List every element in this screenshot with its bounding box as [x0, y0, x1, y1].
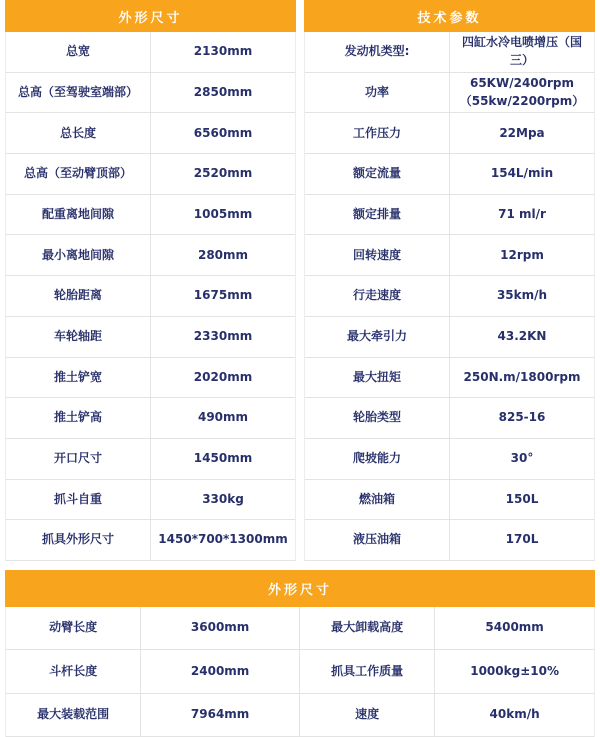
spec-value: 6560mm [193, 125, 253, 140]
spec-label: 回转速度 [305, 235, 450, 275]
spec-label: 总高（至驾驶室端部） [6, 73, 151, 113]
spec-label: 燃油箱 [305, 480, 450, 520]
spec-value: 1000kg±10% [470, 663, 559, 678]
technical-table-title: 技术参数 [417, 10, 482, 26]
spec-label: 行走速度 [305, 276, 450, 316]
spec-label: 最大装载范围 [6, 694, 141, 736]
dimensions-table-header [5, 0, 296, 32]
table-row [6, 235, 295, 276]
dimensions-table-body [5, 32, 296, 561]
table-row [305, 235, 594, 276]
spec-value: 1450mm [193, 451, 253, 466]
bottom-table-title: 外形尺寸 [267, 583, 332, 598]
table-row [6, 439, 295, 480]
spec-label: 抓斗自重 [6, 480, 151, 520]
spec-value: 154L/min [490, 166, 554, 181]
spec-value: 280mm [197, 247, 249, 262]
spec-value: 7964mm [141, 694, 300, 736]
spec-value: 2520mm [193, 166, 253, 181]
dimensions-table-title: 外形尺寸 [118, 10, 183, 26]
spec-value: 1005mm [193, 206, 253, 221]
spec-value: 5400mm [485, 620, 544, 635]
table-row [305, 195, 594, 236]
spec-label: 爬坡能力 [305, 439, 450, 479]
spec-label: 开口尺寸 [6, 439, 151, 479]
bottom-table-header [5, 570, 595, 607]
table-row [305, 276, 594, 317]
spec-value: 43.2KN [497, 328, 547, 343]
spec-label: 轮胎类型 [305, 398, 450, 438]
spec-label: 推土铲高 [6, 398, 151, 438]
spec-label: 总高（至动臂顶部） [6, 154, 151, 194]
spec-value: 30° [510, 451, 534, 466]
spec-label: 推土铲宽 [6, 358, 151, 398]
spec-label: 额定流量 [305, 154, 450, 194]
spec-label: 速度 [300, 694, 435, 736]
table-row [6, 276, 295, 317]
table-row [305, 113, 594, 154]
table-row [305, 73, 594, 114]
spec-value: 2130mm [193, 44, 253, 59]
bottom-dimensions-table [5, 570, 595, 737]
table-row [305, 358, 594, 399]
table-row [6, 694, 594, 737]
dimensions-table [5, 0, 296, 561]
spec-value: 825-16 [498, 410, 546, 425]
table-row [305, 480, 594, 521]
spec-label: 工作压力 [305, 113, 450, 153]
table-row [6, 154, 295, 195]
table-row [6, 358, 295, 399]
spec-value: 2020mm [193, 369, 253, 384]
spec-label: 最大扭矩 [305, 358, 450, 398]
bottom-table-body [5, 607, 595, 737]
table-row [305, 398, 594, 439]
table-row [6, 317, 295, 358]
spec-label: 动臂长度 [6, 607, 141, 649]
spec-label: 最小离地间隙 [6, 235, 151, 275]
technical-table-body [304, 32, 595, 561]
spec-label: 抓具外形尺寸 [6, 520, 151, 560]
spec-value: 170L [505, 532, 539, 547]
spec-value: 35km/h [496, 288, 548, 303]
spec-value: 40km/h [489, 707, 540, 722]
spec-value: 330kg [202, 491, 244, 506]
table-row [6, 520, 295, 561]
spec-label: 功率 [305, 73, 450, 113]
spec-label: 斗杆长度 [6, 650, 141, 692]
spec-label: 车轮轴距 [6, 317, 151, 357]
technical-table-header [304, 0, 595, 32]
spec-label: 总长度 [6, 113, 151, 153]
spec-value: 1450*700*1300mm [158, 532, 288, 547]
table-row [305, 154, 594, 195]
spec-value: 四缸水冷电喷增压（国三） [461, 35, 582, 67]
spec-value: 22Mpa [499, 125, 545, 140]
table-row [305, 439, 594, 480]
spec-value: 3600mm [141, 607, 300, 649]
spec-label: 最大卸载高度 [300, 607, 435, 649]
spec-value: 2850mm [193, 84, 253, 99]
table-row [6, 480, 295, 521]
table-row [6, 32, 295, 73]
spec-label: 液压油箱 [305, 520, 450, 560]
spec-label: 发动机类型: [305, 32, 450, 72]
table-row [6, 650, 594, 693]
table-row [305, 520, 594, 561]
spec-value: 250N.m/1800rpm [463, 369, 581, 384]
spec-value: 150L [505, 491, 539, 506]
spec-value: 1675mm [193, 288, 253, 303]
spec-label: 轮胎距离 [6, 276, 151, 316]
table-row [6, 607, 594, 650]
table-row [6, 195, 295, 236]
spec-label: 额定排量 [305, 195, 450, 235]
spec-value: 490mm [197, 410, 249, 425]
table-row [305, 317, 594, 358]
spec-value: 12rpm [500, 247, 544, 262]
technical-table [304, 0, 595, 561]
spec-label: 配重离地间隙 [6, 195, 151, 235]
table-row [6, 398, 295, 439]
table-row [305, 32, 594, 73]
spec-value: 71 ml/r [498, 206, 546, 221]
table-row [6, 73, 295, 114]
spec-value: 2330mm [193, 328, 253, 343]
table-row [6, 113, 295, 154]
spec-value: 65KW/2400rpm （55kw/2200rpm） [459, 76, 585, 108]
spec-label: 最大牵引力 [305, 317, 450, 357]
spec-label: 抓具工作质量 [300, 650, 435, 692]
spec-label: 总宽 [6, 32, 151, 72]
spec-value: 2400mm [141, 650, 300, 692]
